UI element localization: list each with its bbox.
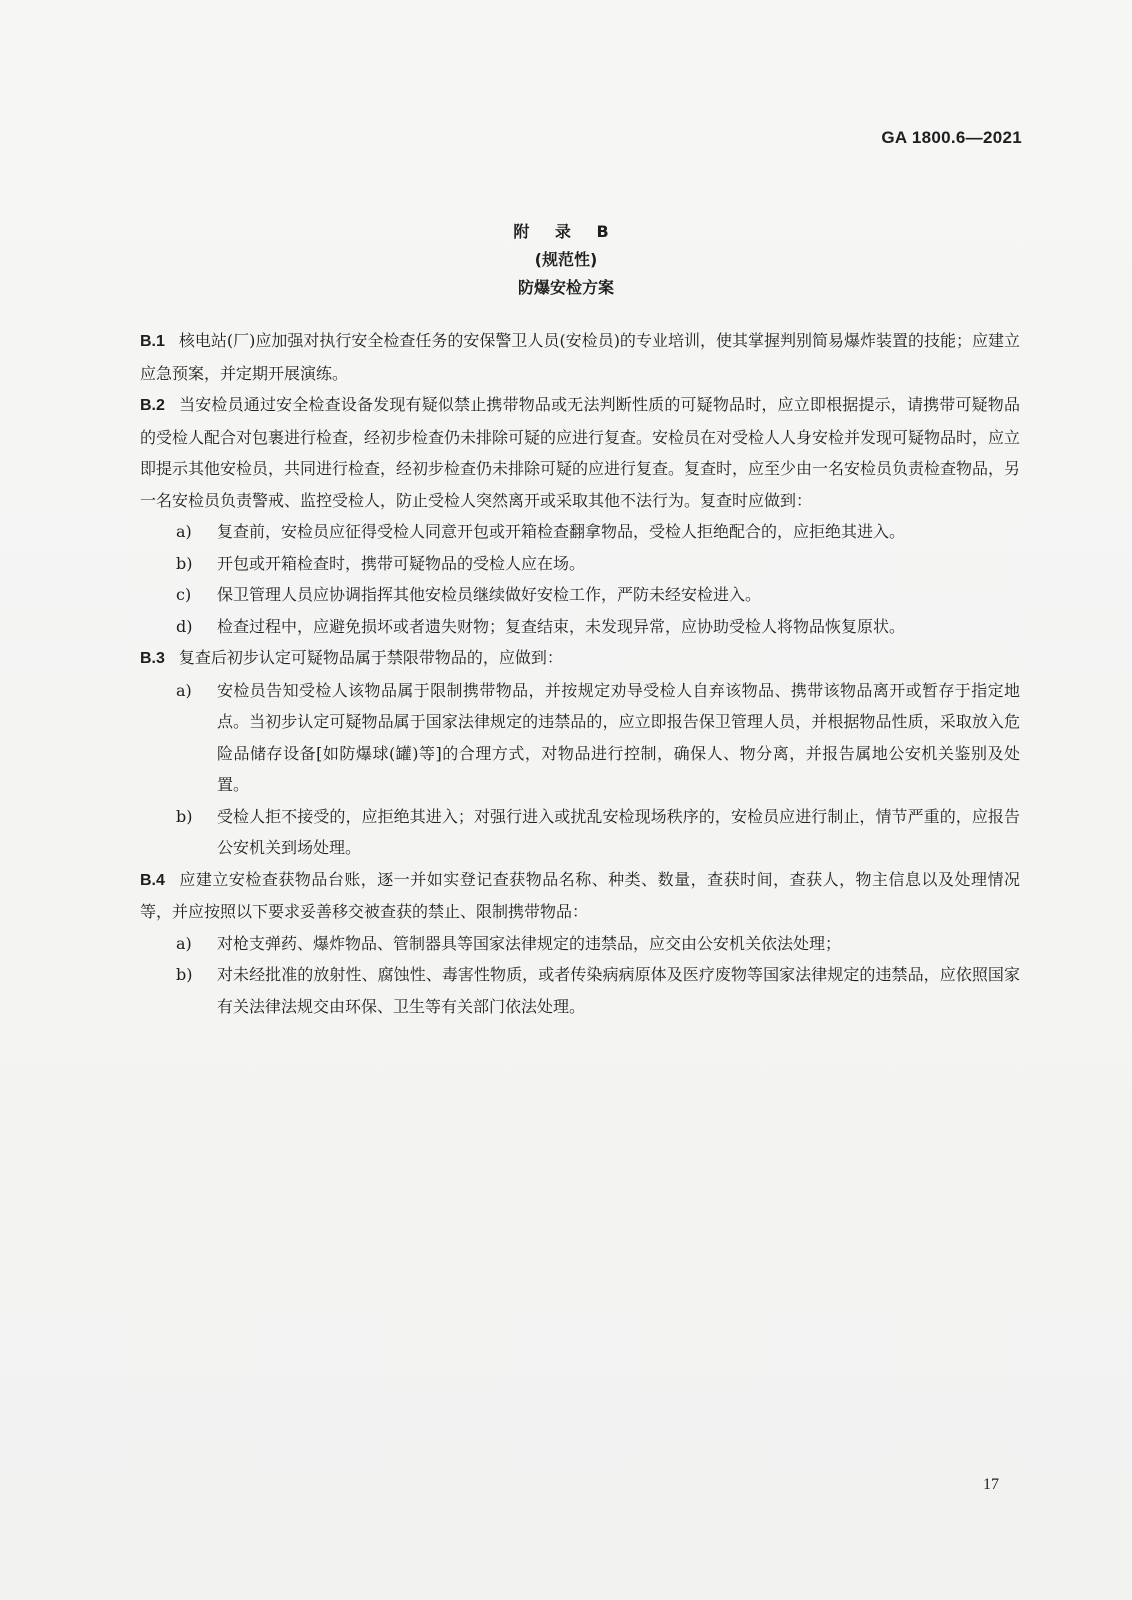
item-marker: b) bbox=[176, 806, 193, 826]
list-item bbox=[140, 928, 1020, 960]
document-code: GA 1800.6—2021 bbox=[881, 128, 1022, 147]
clause-text: 当安检员通过安全检查设备发现有疑似禁止携带物品或无法判断性质的可疑物品时，应立即根据提示，请携带可疑物品的受检人配合对包裹进行检查，经初步检查仍未排除可疑的应进行复查。安检员在对受检人人身安检并发现可疑物品时，应立即提示其他安检员，共同进行检查，经初步检查仍未排除可疑的应进行复查。复查时，应至少由一名安检员负责检查物品，另一名安检员负责警戒、监控受检人，防止受检人突然离开或采取其他不法行为。复查时应做到： bbox=[140, 395, 1021, 510]
item-marker: a) bbox=[176, 522, 192, 541]
item-text: 对未经批准的放射性、腐蚀性、毒害性物质，或者传染病病原体及医疗废物等国家法律规定的违禁品，应依照国家有关法律法规交由环保、卫生等有关部门依法处理。 bbox=[217, 965, 1020, 1016]
item-text: 保卫管理人员应协调指挥其他安检员继续做好安检工作，严防未经安检进入。 bbox=[217, 585, 762, 604]
item-text: 安检员告知受检人该物品属于限制携带物品，并按规定劝导受检人自弃该物品、携带该物品离开或暂存于指定地点。当初步认定可疑物品属于国家法律规定的违禁品的，应立即报告保卫管理人员，并根据物品性质，采取放入危险品储存设备[如防爆球(罐)等]的合理方式，对物品进行控制，确保人、物分离，并报告属地公安机关鉴别及处置。 bbox=[217, 680, 1020, 794]
clause-b3 bbox=[140, 642, 1020, 675]
clause-number: B.1 bbox=[140, 333, 165, 350]
appendix-title: 防爆安检方案 bbox=[517, 278, 614, 297]
appendix-type: (规范性) bbox=[534, 250, 598, 269]
list-item bbox=[140, 548, 1020, 580]
item-text: 复查前，安检员应征得受检人同意开包或开箱检查翻拿物品，受检人拒绝配合的，应拒绝其进入。 bbox=[217, 522, 906, 541]
clause-text: 应建立安检查获物品台账，逐一并如实登记查获物品名称、种类、数量，查获时间，查获人，物主信息以及处理情况等，并应按照以下要求妥善移交被查获的禁止、限制携带物品： bbox=[140, 869, 1020, 921]
clause-text: 核电站(厂)应加强对执行安全检查任务的安保警卫人员(安检员)的专业培训，使其掌握判别简易爆炸装置的技能；应建立应急预案，并定期开展演练。 bbox=[140, 331, 1020, 383]
list-item bbox=[140, 959, 1020, 1022]
appendix-label: 附 录 B bbox=[513, 222, 619, 241]
appendix-heading bbox=[0, 218, 1132, 302]
clause-b4 bbox=[140, 864, 1020, 928]
item-marker: c) bbox=[176, 585, 192, 604]
clause-number: B.3 bbox=[140, 650, 165, 667]
item-text: 开包或开箱检查时，携带可疑物品的受检人应在场。 bbox=[217, 553, 586, 573]
clause-b1 bbox=[140, 325, 1020, 389]
item-marker: b) bbox=[176, 553, 193, 573]
appendix-body bbox=[140, 325, 1020, 1022]
list-item bbox=[140, 675, 1020, 801]
item-marker: a) bbox=[176, 680, 192, 700]
list-item bbox=[140, 516, 1020, 548]
list-item bbox=[140, 579, 1020, 611]
item-marker: b) bbox=[176, 965, 193, 984]
item-text: 对枪支弹药、爆炸物品、管制器具等国家法律规定的违禁品，应交由公安机关依法处理； bbox=[217, 933, 842, 953]
clause-text: 复查后初步认定可疑物品属于禁限带物品的，应做到： bbox=[178, 648, 563, 667]
item-text: 受检人拒不接受的，应拒绝其进入；对强行进入或扰乱安检现场秩序的，安检员应进行制止，情节严重的，应报告公安机关到场处理。 bbox=[217, 806, 1020, 857]
item-marker: a) bbox=[176, 933, 192, 953]
item-text: 检查过程中，应避免损坏或者遗失财物；复查结束，未发现异常，应协助受检人将物品恢复原状。 bbox=[217, 616, 906, 636]
page-number: 17 bbox=[983, 1476, 999, 1493]
clause-b2 bbox=[140, 389, 1020, 516]
clause-number: B.4 bbox=[140, 871, 165, 889]
list-item bbox=[140, 801, 1020, 864]
list-item bbox=[140, 611, 1020, 643]
clause-number: B.2 bbox=[140, 397, 165, 414]
item-marker: d) bbox=[176, 616, 193, 636]
